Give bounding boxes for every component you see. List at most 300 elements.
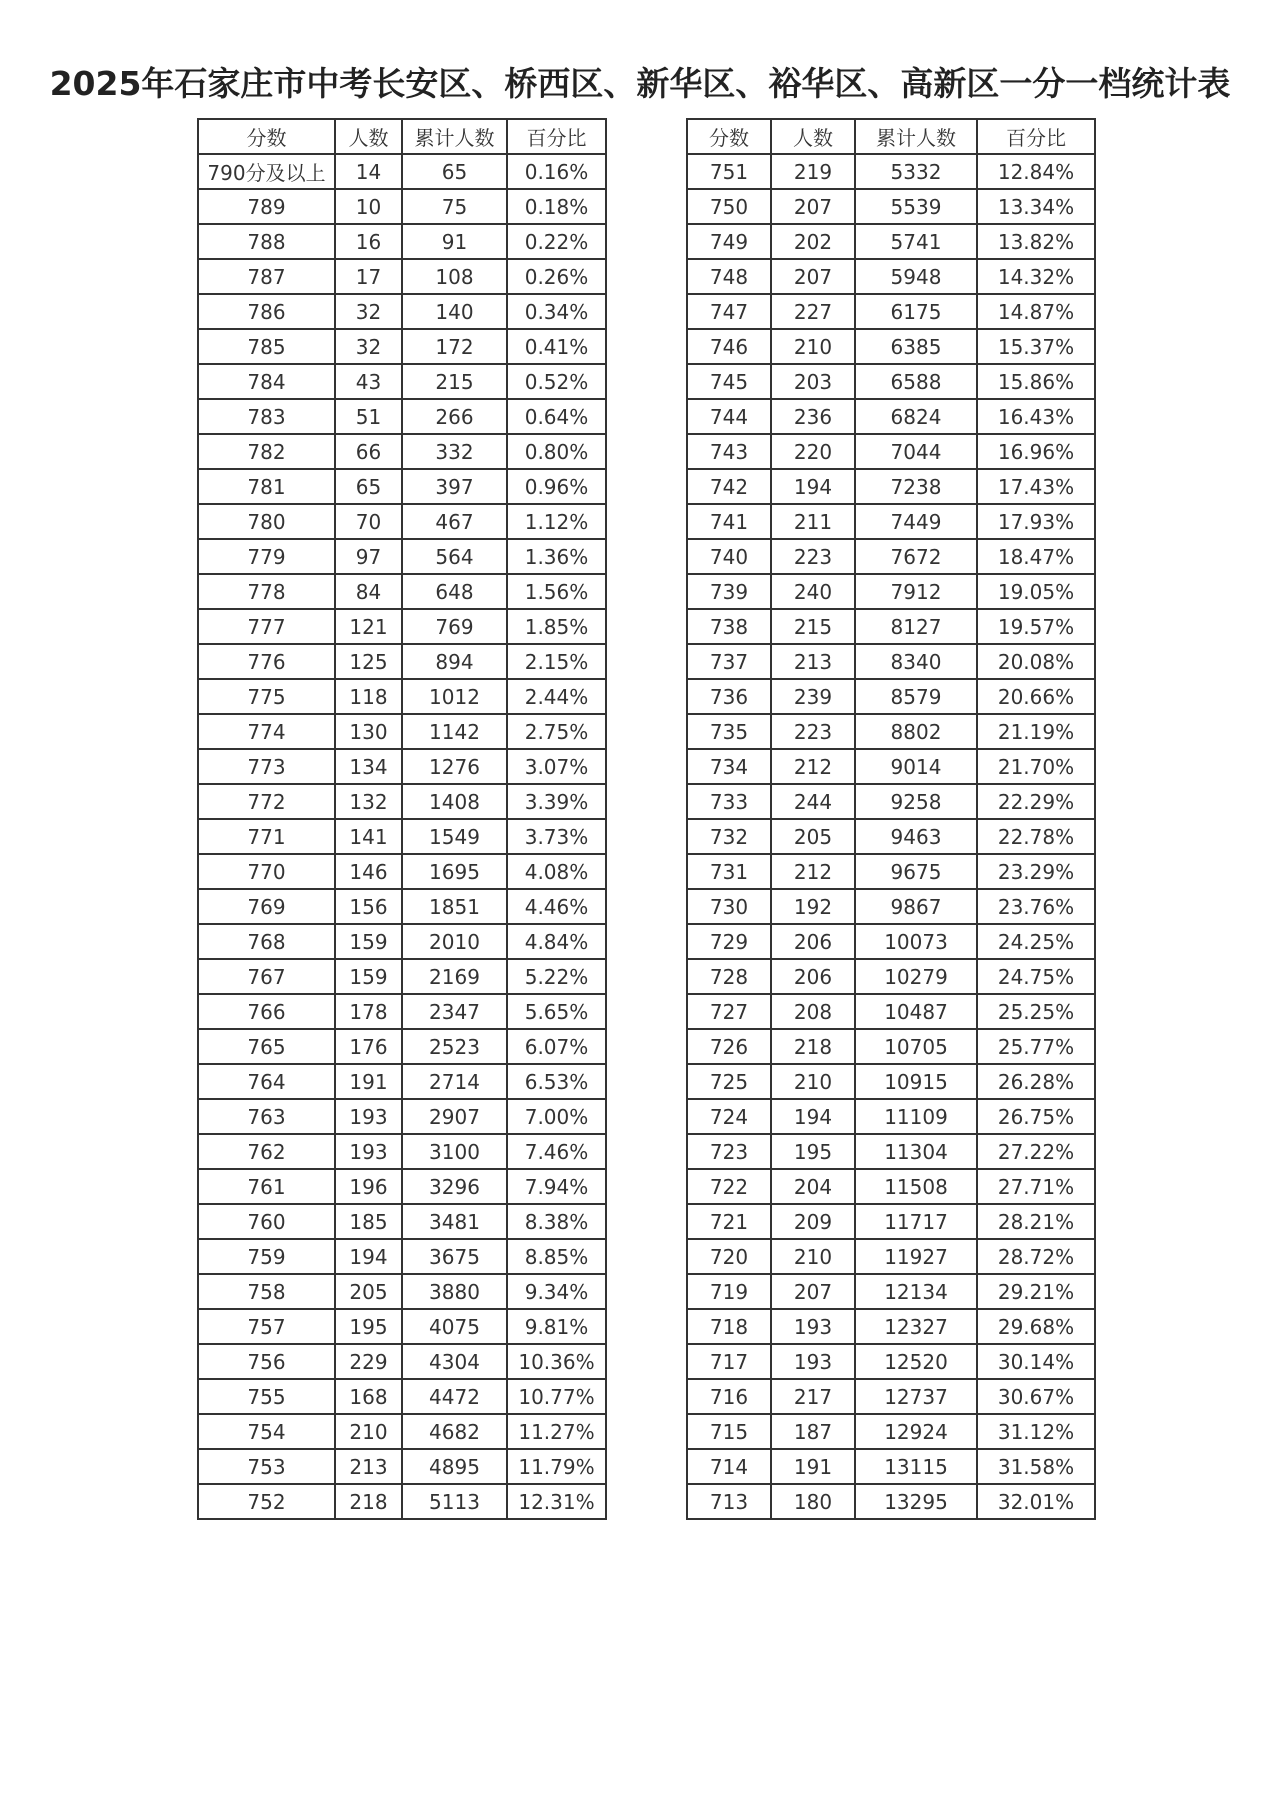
cell-percent: 29.68% — [977, 1309, 1095, 1344]
table-row — [687, 224, 1095, 259]
cell-count: 218 — [335, 1484, 402, 1519]
table-row — [687, 1099, 1095, 1134]
cell-score: 738 — [687, 609, 771, 644]
table-row — [687, 399, 1095, 434]
cell-count: 192 — [771, 889, 855, 924]
cell-cumulative: 13295 — [855, 1484, 977, 1519]
cell-cumulative: 3100 — [402, 1134, 507, 1169]
table-row — [198, 1449, 606, 1484]
cell-score: 739 — [687, 574, 771, 609]
cell-count: 212 — [771, 854, 855, 889]
table-row — [687, 469, 1095, 504]
table-row — [687, 749, 1095, 784]
cell-count: 202 — [771, 224, 855, 259]
cell-cumulative: 11927 — [855, 1239, 977, 1274]
cell-percent: 23.29% — [977, 854, 1095, 889]
cell-score: 755 — [198, 1379, 335, 1414]
cell-score: 773 — [198, 749, 335, 784]
table-row — [687, 994, 1095, 1029]
cell-percent: 9.34% — [507, 1274, 606, 1309]
table-body-right — [687, 154, 1095, 1519]
cell-count: 66 — [335, 434, 402, 469]
table-row — [687, 504, 1095, 539]
cell-score: 740 — [687, 539, 771, 574]
table-row — [198, 1239, 606, 1274]
cell-cumulative: 8340 — [855, 644, 977, 679]
cell-cumulative: 5741 — [855, 224, 977, 259]
cell-count: 176 — [335, 1029, 402, 1064]
cell-cumulative: 11508 — [855, 1169, 977, 1204]
cell-cumulative: 6588 — [855, 364, 977, 399]
table-row — [198, 154, 606, 189]
cell-percent: 20.08% — [977, 644, 1095, 679]
table-row — [198, 1344, 606, 1379]
table-row — [198, 644, 606, 679]
cell-cumulative: 266 — [402, 399, 507, 434]
cell-count: 219 — [771, 154, 855, 189]
cell-percent: 0.18% — [507, 189, 606, 224]
cell-count: 210 — [771, 1064, 855, 1099]
cell-score: 725 — [687, 1064, 771, 1099]
cell-percent: 21.70% — [977, 749, 1095, 784]
cell-cumulative: 2347 — [402, 994, 507, 1029]
cell-count: 193 — [771, 1309, 855, 1344]
cell-cumulative: 564 — [402, 539, 507, 574]
cell-percent: 24.75% — [977, 959, 1095, 994]
cell-count: 84 — [335, 574, 402, 609]
table-row — [198, 364, 606, 399]
cell-count: 207 — [771, 189, 855, 224]
cell-count: 212 — [771, 749, 855, 784]
cell-score: 728 — [687, 959, 771, 994]
cell-count: 207 — [771, 1274, 855, 1309]
cell-score: 732 — [687, 819, 771, 854]
cell-percent: 24.25% — [977, 924, 1095, 959]
cell-percent: 13.34% — [977, 189, 1095, 224]
table-row — [198, 329, 606, 364]
cell-count: 203 — [771, 364, 855, 399]
cell-percent: 25.77% — [977, 1029, 1095, 1064]
cell-cumulative: 1695 — [402, 854, 507, 889]
cell-percent: 2.44% — [507, 679, 606, 714]
cell-count: 187 — [771, 1414, 855, 1449]
cell-cumulative: 12737 — [855, 1379, 977, 1414]
cell-cumulative: 2010 — [402, 924, 507, 959]
cell-score: 726 — [687, 1029, 771, 1064]
cell-count: 206 — [771, 924, 855, 959]
table-row — [198, 189, 606, 224]
cell-count: 210 — [335, 1414, 402, 1449]
table-row — [687, 154, 1095, 189]
table-row — [687, 539, 1095, 574]
table-row — [687, 784, 1095, 819]
cell-count: 70 — [335, 504, 402, 539]
table-row — [687, 1484, 1095, 1519]
cell-cumulative: 12520 — [855, 1344, 977, 1379]
cell-score: 745 — [687, 364, 771, 399]
cell-score: 767 — [198, 959, 335, 994]
cell-cumulative: 9675 — [855, 854, 977, 889]
score-table-right — [686, 118, 1096, 1520]
cell-score: 741 — [687, 504, 771, 539]
cell-score: 782 — [198, 434, 335, 469]
cell-score: 722 — [687, 1169, 771, 1204]
cell-score: 736 — [687, 679, 771, 714]
cell-count: 118 — [335, 679, 402, 714]
table-row — [687, 609, 1095, 644]
table-row — [687, 1309, 1095, 1344]
cell-cumulative: 4304 — [402, 1344, 507, 1379]
cell-score: 718 — [687, 1309, 771, 1344]
cell-percent: 3.73% — [507, 819, 606, 854]
cell-cumulative: 894 — [402, 644, 507, 679]
cell-count: 16 — [335, 224, 402, 259]
cell-count: 65 — [335, 469, 402, 504]
cell-score: 753 — [198, 1449, 335, 1484]
cell-cumulative: 10915 — [855, 1064, 977, 1099]
cell-cumulative: 6175 — [855, 294, 977, 329]
cell-percent: 18.47% — [977, 539, 1095, 574]
table-row — [198, 819, 606, 854]
cell-cumulative: 9014 — [855, 749, 977, 784]
table-row — [687, 574, 1095, 609]
header-score: 分数 — [687, 119, 771, 154]
table-row — [687, 1029, 1095, 1064]
cell-count: 191 — [771, 1449, 855, 1484]
table-row — [687, 959, 1095, 994]
cell-count: 178 — [335, 994, 402, 1029]
cell-score: 751 — [687, 154, 771, 189]
cell-percent: 1.36% — [507, 539, 606, 574]
cell-cumulative: 2714 — [402, 1064, 507, 1099]
cell-percent: 10.36% — [507, 1344, 606, 1379]
table-row — [198, 749, 606, 784]
cell-cumulative: 4075 — [402, 1309, 507, 1344]
cell-count: 207 — [771, 259, 855, 294]
table-row — [687, 259, 1095, 294]
cell-count: 223 — [771, 714, 855, 749]
cell-score: 774 — [198, 714, 335, 749]
cell-percent: 1.85% — [507, 609, 606, 644]
cell-score: 790分及以上 — [198, 154, 335, 189]
cell-percent: 32.01% — [977, 1484, 1095, 1519]
cell-score: 788 — [198, 224, 335, 259]
cell-percent: 0.52% — [507, 364, 606, 399]
cell-cumulative: 1276 — [402, 749, 507, 784]
cell-score: 763 — [198, 1099, 335, 1134]
table-row — [198, 259, 606, 294]
cell-count: 210 — [771, 1239, 855, 1274]
cell-score: 759 — [198, 1239, 335, 1274]
header-score: 分数 — [198, 119, 335, 154]
cell-cumulative: 5113 — [402, 1484, 507, 1519]
cell-percent: 26.28% — [977, 1064, 1095, 1099]
cell-count: 206 — [771, 959, 855, 994]
table-row — [198, 1169, 606, 1204]
cell-score: 762 — [198, 1134, 335, 1169]
cell-cumulative: 7044 — [855, 434, 977, 469]
cell-count: 236 — [771, 399, 855, 434]
table-row — [198, 959, 606, 994]
cell-score: 729 — [687, 924, 771, 959]
cell-score: 771 — [198, 819, 335, 854]
table-row — [687, 294, 1095, 329]
cell-percent: 7.00% — [507, 1099, 606, 1134]
cell-percent: 15.86% — [977, 364, 1095, 399]
cell-cumulative: 1549 — [402, 819, 507, 854]
cell-cumulative: 4682 — [402, 1414, 507, 1449]
cell-score: 772 — [198, 784, 335, 819]
cell-count: 191 — [335, 1064, 402, 1099]
cell-cumulative: 8579 — [855, 679, 977, 714]
cell-cumulative: 1408 — [402, 784, 507, 819]
cell-percent: 3.39% — [507, 784, 606, 819]
table-row — [198, 1064, 606, 1099]
cell-score: 765 — [198, 1029, 335, 1064]
cell-count: 209 — [771, 1204, 855, 1239]
cell-percent: 14.87% — [977, 294, 1095, 329]
cell-cumulative: 13115 — [855, 1449, 977, 1484]
cell-percent: 19.05% — [977, 574, 1095, 609]
cell-cumulative: 9463 — [855, 819, 977, 854]
cell-score: 737 — [687, 644, 771, 679]
cell-percent: 31.12% — [977, 1414, 1095, 1449]
cell-cumulative: 9867 — [855, 889, 977, 924]
header-count: 人数 — [771, 119, 855, 154]
cell-cumulative: 3675 — [402, 1239, 507, 1274]
cell-count: 220 — [771, 434, 855, 469]
cell-cumulative: 1142 — [402, 714, 507, 749]
table-row — [198, 1134, 606, 1169]
table-header-row — [198, 119, 606, 154]
table-row — [198, 1204, 606, 1239]
cell-percent: 27.71% — [977, 1169, 1095, 1204]
cell-score: 720 — [687, 1239, 771, 1274]
cell-score: 717 — [687, 1344, 771, 1379]
cell-score: 783 — [198, 399, 335, 434]
cell-cumulative: 467 — [402, 504, 507, 539]
score-table-left — [197, 118, 607, 1520]
table-row — [198, 1309, 606, 1344]
cell-cumulative: 11109 — [855, 1099, 977, 1134]
table-row — [198, 854, 606, 889]
cell-count: 195 — [771, 1134, 855, 1169]
cell-percent: 1.56% — [507, 574, 606, 609]
cell-score: 769 — [198, 889, 335, 924]
header-cumulative: 累计人数 — [855, 119, 977, 154]
table-row — [198, 1099, 606, 1134]
cell-cumulative: 7672 — [855, 539, 977, 574]
cell-cumulative: 7912 — [855, 574, 977, 609]
cell-count: 32 — [335, 329, 402, 364]
table-row — [687, 434, 1095, 469]
cell-score: 733 — [687, 784, 771, 819]
cell-score: 784 — [198, 364, 335, 399]
cell-count: 205 — [335, 1274, 402, 1309]
table-row — [687, 714, 1095, 749]
cell-percent: 0.22% — [507, 224, 606, 259]
table-row — [687, 819, 1095, 854]
cell-cumulative: 5332 — [855, 154, 977, 189]
table-row — [687, 1239, 1095, 1274]
cell-cumulative: 3481 — [402, 1204, 507, 1239]
cell-cumulative: 10279 — [855, 959, 977, 994]
cell-score: 730 — [687, 889, 771, 924]
cell-cumulative: 7449 — [855, 504, 977, 539]
cell-score: 734 — [687, 749, 771, 784]
cell-count: 227 — [771, 294, 855, 329]
cell-cumulative: 7238 — [855, 469, 977, 504]
cell-percent: 27.22% — [977, 1134, 1095, 1169]
cell-count: 159 — [335, 924, 402, 959]
table-row — [687, 1204, 1095, 1239]
table-row — [687, 1379, 1095, 1414]
cell-count: 196 — [335, 1169, 402, 1204]
cell-cumulative: 12134 — [855, 1274, 977, 1309]
cell-count: 213 — [335, 1449, 402, 1484]
cell-score: 713 — [687, 1484, 771, 1519]
cell-percent: 21.19% — [977, 714, 1095, 749]
cell-score: 779 — [198, 539, 335, 574]
cell-score: 789 — [198, 189, 335, 224]
cell-percent: 12.31% — [507, 1484, 606, 1519]
cell-cumulative: 172 — [402, 329, 507, 364]
cell-score: 785 — [198, 329, 335, 364]
table-row — [687, 329, 1095, 364]
cell-count: 159 — [335, 959, 402, 994]
cell-percent: 29.21% — [977, 1274, 1095, 1309]
table-row — [198, 1414, 606, 1449]
header-cumulative: 累计人数 — [402, 119, 507, 154]
cell-score: 715 — [687, 1414, 771, 1449]
table-row — [198, 679, 606, 714]
cell-score: 746 — [687, 329, 771, 364]
cell-count: 193 — [335, 1134, 402, 1169]
table-row — [687, 679, 1095, 714]
cell-count: 223 — [771, 539, 855, 574]
cell-count: 205 — [771, 819, 855, 854]
header-percent: 百分比 — [977, 119, 1095, 154]
cell-percent: 7.46% — [507, 1134, 606, 1169]
cell-count: 204 — [771, 1169, 855, 1204]
header-percent: 百分比 — [507, 119, 606, 154]
table-row — [198, 539, 606, 574]
cell-count: 132 — [335, 784, 402, 819]
table-row — [198, 609, 606, 644]
cell-score: 716 — [687, 1379, 771, 1414]
cell-percent: 0.64% — [507, 399, 606, 434]
cell-cumulative: 5539 — [855, 189, 977, 224]
cell-count: 194 — [771, 1099, 855, 1134]
cell-cumulative: 6824 — [855, 399, 977, 434]
cell-score: 766 — [198, 994, 335, 1029]
table-row — [198, 714, 606, 749]
cell-score: 724 — [687, 1099, 771, 1134]
cell-score: 723 — [687, 1134, 771, 1169]
cell-score: 761 — [198, 1169, 335, 1204]
cell-score: 787 — [198, 259, 335, 294]
cell-percent: 4.84% — [507, 924, 606, 959]
cell-cumulative: 10705 — [855, 1029, 977, 1064]
cell-percent: 17.43% — [977, 469, 1095, 504]
cell-count: 121 — [335, 609, 402, 644]
table-row — [687, 1274, 1095, 1309]
cell-percent: 12.84% — [977, 154, 1095, 189]
cell-cumulative: 12327 — [855, 1309, 977, 1344]
cell-count: 180 — [771, 1484, 855, 1519]
cell-count: 240 — [771, 574, 855, 609]
cell-percent: 20.66% — [977, 679, 1095, 714]
cell-cumulative: 215 — [402, 364, 507, 399]
cell-count: 194 — [335, 1239, 402, 1274]
cell-percent: 6.07% — [507, 1029, 606, 1064]
cell-percent: 10.77% — [507, 1379, 606, 1414]
cell-percent: 11.79% — [507, 1449, 606, 1484]
table-row — [687, 1449, 1095, 1484]
table-row — [687, 644, 1095, 679]
cell-cumulative: 75 — [402, 189, 507, 224]
cell-count: 125 — [335, 644, 402, 679]
cell-percent: 8.85% — [507, 1239, 606, 1274]
table-row — [198, 224, 606, 259]
cell-count: 146 — [335, 854, 402, 889]
cell-percent: 30.14% — [977, 1344, 1095, 1379]
cell-cumulative: 1851 — [402, 889, 507, 924]
table-row — [687, 1169, 1095, 1204]
cell-count: 210 — [771, 329, 855, 364]
table-row — [198, 294, 606, 329]
cell-percent: 22.78% — [977, 819, 1095, 854]
cell-count: 97 — [335, 539, 402, 574]
cell-percent: 2.75% — [507, 714, 606, 749]
cell-percent: 0.34% — [507, 294, 606, 329]
cell-cumulative: 10487 — [855, 994, 977, 1029]
cell-percent: 14.32% — [977, 259, 1095, 294]
cell-cumulative: 648 — [402, 574, 507, 609]
cell-score: 768 — [198, 924, 335, 959]
cell-score: 757 — [198, 1309, 335, 1344]
cell-score: 776 — [198, 644, 335, 679]
cell-score: 780 — [198, 504, 335, 539]
cell-percent: 9.81% — [507, 1309, 606, 1344]
cell-percent: 16.43% — [977, 399, 1095, 434]
cell-score: 721 — [687, 1204, 771, 1239]
cell-score: 764 — [198, 1064, 335, 1099]
cell-percent: 31.58% — [977, 1449, 1095, 1484]
cell-score: 743 — [687, 434, 771, 469]
table-row — [687, 364, 1095, 399]
cell-count: 194 — [771, 469, 855, 504]
table-body-left — [198, 154, 606, 1519]
page-title: 2025年石家庄市中考长安区、桥西区、新华区、裕华区、高新区一分一档统计表 — [49, 64, 1231, 103]
cell-score: 786 — [198, 294, 335, 329]
cell-cumulative: 8127 — [855, 609, 977, 644]
cell-score: 775 — [198, 679, 335, 714]
table-row — [687, 1064, 1095, 1099]
cell-cumulative: 2907 — [402, 1099, 507, 1134]
cell-score: 777 — [198, 609, 335, 644]
cell-score: 754 — [198, 1414, 335, 1449]
cell-score: 731 — [687, 854, 771, 889]
cell-score: 747 — [687, 294, 771, 329]
cell-cumulative: 332 — [402, 434, 507, 469]
cell-percent: 2.15% — [507, 644, 606, 679]
cell-cumulative: 12924 — [855, 1414, 977, 1449]
cell-percent: 17.93% — [977, 504, 1095, 539]
cell-percent: 1.12% — [507, 504, 606, 539]
table-row — [687, 1134, 1095, 1169]
cell-cumulative: 108 — [402, 259, 507, 294]
